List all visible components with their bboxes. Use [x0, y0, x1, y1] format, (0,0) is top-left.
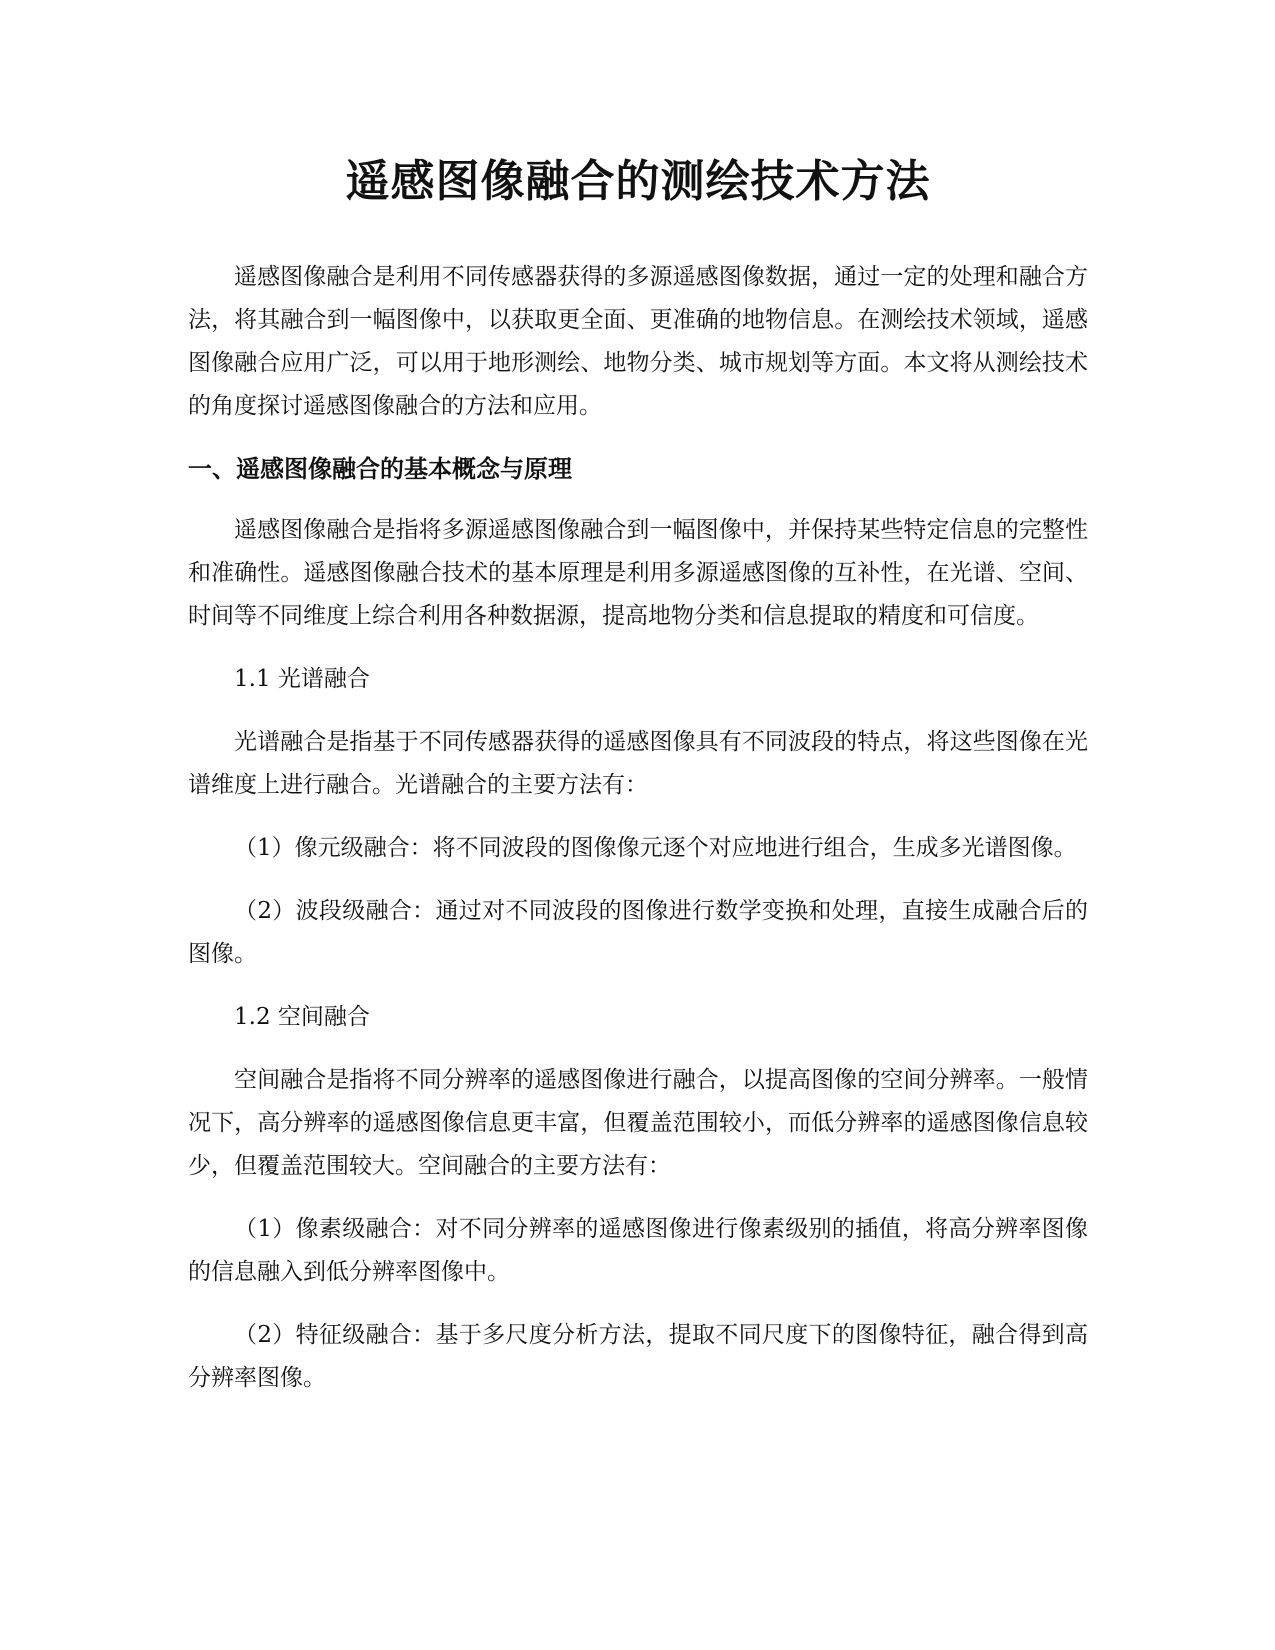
subsection-1-1-item-2: （2）波段级融合：通过对不同波段的图像进行数学变换和处理，直接生成融合后的图像。	[188, 898, 1088, 967]
intro-paragraph: 遥感图像融合是利用不同传感器获得的多源遥感图像数据，通过一定的处理和融合方法，将其融合到一幅图像中，以获取更全面、更准确的地物信息。在测绘技术领域，遥感图像融合应用广泛，可以用于地形测绘、地物分类、城市规划等方面。本文将从测绘技术的角度探讨遥感图像融合的方法和应用。	[188, 264, 1088, 419]
page-title: 遥感图像融合的测绘技术方法	[345, 156, 931, 207]
subsection-1-2-item-1: （1）像素级融合：对不同分辨率的遥感图像进行像素级别的插值，将高分辨率图像的信息融入到低分辨率图像中。	[188, 1216, 1088, 1285]
section-1-paragraph: 遥感图像融合是指将多源遥感图像融合到一幅图像中，并保持某些特定信息的完整性和准确性。遥感图像融合技术的基本原理是利用多源遥感图像的互补性，在光谱、空间、时间等不同维度上综合利用各种数据源，提高地物分类和信息提取的精度和可信度。	[188, 517, 1088, 629]
subsection-1-2-paragraph: 空间融合是指将不同分辨率的遥感图像进行融合，以提高图像的空间分辨率。一般情况下，高分辨率的遥感图像信息更丰富，但覆盖范围较小，而低分辨率的遥感图像信息较少，但覆盖范围较大。空间融合的主要方法有：	[188, 1067, 1088, 1179]
subsection-1-2-heading: 1.2 空间融合	[234, 1004, 370, 1030]
subsection-1-2-item-2: （2）特征级融合：基于多尺度分析方法，提取不同尺度下的图像特征，融合得到高分辨率图像。	[188, 1322, 1088, 1391]
section-1-heading: 一、遥感图像融合的基本概念与原理	[188, 455, 572, 483]
subsection-1-1-heading: 1.1 光谱融合	[234, 666, 370, 692]
subsection-1-1-item-1: （1）像元级融合：将不同波段的图像像元逐个对应地进行组合，生成多光谱图像。	[234, 835, 1077, 861]
document-content	[188, 150, 1088, 1400]
subsection-1-1-paragraph: 光谱融合是指基于不同传感器获得的遥感图像具有不同波段的特点，将这些图像在光谱维度上进行融合。光谱融合的主要方法有：	[188, 729, 1088, 798]
